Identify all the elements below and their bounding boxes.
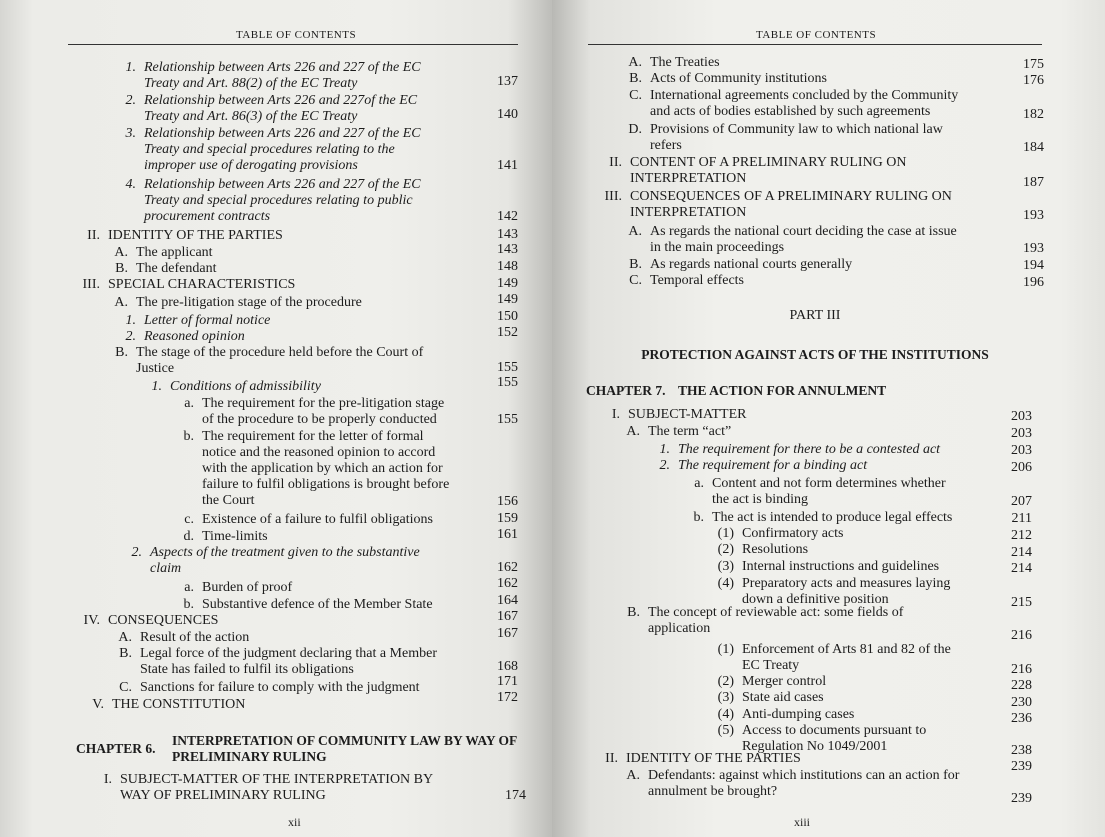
toc-entry: 1. Relationship between Arts 226 and 227 of the EC Treaty and Art. 88(2) of the EC Treaty [125,60,421,91]
page-number: 215 [1011,595,1032,610]
toc-entry: 1. Conditions of admissibility [151,379,321,394]
page-number: 239 [1011,759,1032,774]
header-rule [68,44,518,45]
toc-entry: IV. CONSEQUENCES [83,613,219,628]
right-page [552,0,1105,837]
page-number: 143 [497,227,518,242]
toc-entry: 1. The requirement for there to be a contested act [659,442,941,457]
toc-entry: 2. Relationship between Arts 226 and 227of the EC Treaty and Art. 86(3) of the EC Treaty [125,93,418,124]
page-number: 236 [1011,711,1032,726]
page-number: 216 [1011,662,1032,677]
page-number: 214 [1011,545,1032,560]
page-number: 230 [1011,695,1032,710]
page-number: 159 [497,511,518,526]
toc-entry: II. CONTENT OF A PRELIMINARY RULING ON INTERPRETATION [609,155,907,186]
toc-entry: B. As regards national courts generally [629,257,853,272]
toc-entry: A. The term “act” [626,424,732,439]
page-number: 203 [1011,409,1032,424]
toc-entry: d. Time-limits [183,529,268,544]
toc-entry: a. The requirement for the pre-litigation stage of the procedure to be properly conducted [184,396,445,427]
folio: xiii [794,815,811,829]
toc-entry: C. Sanctions for failure to comply with the judgment [119,680,420,695]
page-number: 193 [1023,208,1044,223]
page-number: 164 [497,593,518,608]
page-number: 155 [497,360,518,375]
toc-entry: B. Legal force of the judgment declaring that a Member State has failed to fulfil its obligations [119,646,437,677]
toc-entry: (2) Merger control [717,674,827,689]
toc-entry: C. International agreements concluded by the Community and acts of bodies established by such agreements [629,88,959,119]
page-number: 148 [497,259,518,274]
toc-entry: 2. The requirement for a binding act [659,458,868,473]
toc-entry: III. CONSEQUENCES OF A PRELIMINARY RULING ON INTERPRETATION [604,189,952,220]
folio: xii [288,815,301,829]
header-rule [588,44,1042,45]
toc-entry: a. Burden of proof [184,580,293,595]
page-number: 211 [1011,511,1032,526]
page-number: 238 [1011,743,1032,758]
page-number: 141 [497,158,518,173]
toc-entry: A. The applicant [114,245,213,260]
page-number: 167 [497,609,518,624]
toc-entry: B. The defendant [115,261,217,276]
toc-entry: A. As regards the national court deciding the case at issue in the main proceedings [628,224,957,255]
page-number: 155 [497,412,518,427]
toc-entry: 1. Letter of formal notice [125,313,271,328]
page-number: 162 [497,576,518,591]
toc-entry: (4) Anti-dumping cases [717,707,855,722]
toc-entry: b. Substantive defence of the Member State [183,597,433,612]
page-number: 171 [497,674,518,689]
page-number: 216 [1011,628,1032,643]
page-number: 172 [497,690,518,705]
page-number: 149 [497,276,518,291]
toc-entry: 2. Reasoned opinion [125,329,245,344]
page-number: 194 [1023,258,1044,273]
toc-entry: I. SUBJECT-MATTER OF THE INTERPRETATION BY WAY OF PRELIMINARY RULING [103,772,434,803]
page-number: 143 [497,242,518,257]
toc-entry: B. The stage of the procedure held before the Court of Justice [115,345,424,376]
toc-entry: C. Temporal effects [629,273,744,288]
page-number: 176 [1023,73,1044,88]
page-number: 228 [1011,678,1032,693]
chapter-title: THE ACTION FOR ANNULMENT [678,383,887,398]
toc-entry: (3) Internal instructions and guidelines [717,559,940,574]
toc-entry: (1) Enforcement of Arts 81 and 82 of the EC Treaty [717,642,951,673]
page-number: 155 [497,375,518,390]
toc-entry: b. The act is intended to produce legal effects [693,510,953,525]
page-number: 203 [1011,443,1032,458]
toc-entry: c. Existence of a failure to fulfil obligations [184,512,433,527]
toc-entry: (5) Access to documents pursuant to Regulation No 1049/2001 [717,723,927,754]
toc-entry: B. Acts of Community institutions [629,71,827,86]
page-number: 175 [1023,57,1044,72]
page-number: 214 [1011,561,1032,576]
toc-entry: I. SUBJECT-MATTER [611,407,747,422]
page-number: 174 [505,788,526,803]
toc-entry: A. Result of the action [118,630,250,645]
page-number: 167 [497,626,518,641]
toc-entry: A. The pre-litigation stage of the procedure [114,295,362,310]
page-number: 168 [497,659,518,674]
toc-entry: B. The concept of reviewable act: some fields of application [627,605,904,636]
page-number: 193 [1023,241,1044,256]
toc-entry: 3. Relationship between Arts 226 and 227 of the EC Treaty and special procedures relating to the improper use of derogating provisions [125,126,421,173]
page-number: 156 [497,494,518,509]
part-label: PART III [789,308,841,323]
page-number: 142 [497,209,518,224]
toc-entry: (3) State aid cases [717,690,824,705]
page-number: 149 [497,292,518,307]
page-number: 239 [1011,791,1032,806]
page-number: 187 [1023,175,1044,190]
page-number: 140 [497,107,518,122]
running-head: TABLE OF CONTENTS [756,29,877,41]
left-page [0,0,552,837]
toc-entry: D. Provisions of Community law to which national law refers [628,122,943,153]
page-number: 196 [1023,275,1044,290]
page-number: 184 [1023,140,1044,155]
page-number: 206 [1011,460,1032,475]
page-number: 161 [497,527,518,542]
part-title: PROTECTION AGAINST ACTS OF THE INSTITUTIONS [641,347,989,362]
chapter-label: CHAPTER 6. [76,741,156,756]
toc-entry: III. SPECIAL CHARACTERISTICS [82,277,296,292]
toc-entry: (1) Confirmatory acts [717,526,844,541]
toc-entry: (4) Preparatory acts and measures laying down a definitive position [717,576,951,607]
page-number: 212 [1011,528,1032,543]
chapter-label: CHAPTER 7. [586,383,666,398]
toc-entry: II. IDENTITY OF THE PARTIES [87,228,283,243]
running-head: TABLE OF CONTENTS [236,29,357,41]
toc-entry: II. IDENTITY OF THE PARTIES [605,751,801,766]
page-number: 203 [1011,426,1032,441]
chapter-title: INTERPRETATION OF COMMUNITY LAW BY WAY OF PRELIMINARY RULING [172,733,518,764]
toc-entry: b. The requirement for the letter of formal notice and the reasoned opinion to accord with the application by which an action for failure to fulfil obligations is brought before the Court [183,429,450,508]
toc-entry: a. Content and not form determines whether the act is binding [694,476,946,507]
toc-entry: A. The Treaties [628,55,720,70]
toc-entry: 4. Relationship between Arts 226 and 227 of the EC Treaty and special procedures relating to public procurement contracts [125,177,421,224]
toc-entry: 2. Aspects of the treatment given to the substantive claim [131,545,420,576]
page-number: 182 [1023,107,1044,122]
toc-entry: V. THE CONSTITUTION [92,697,246,712]
page-number: 152 [497,325,518,340]
toc-entry: A. Defendants: against which institutions can an action for annulment be brought? [626,768,960,799]
page-number: 207 [1011,494,1032,509]
toc-entry: (2) Resolutions [717,542,809,557]
page-number: 150 [497,309,518,324]
page-number: 162 [497,560,518,575]
page-number: 137 [497,74,518,89]
